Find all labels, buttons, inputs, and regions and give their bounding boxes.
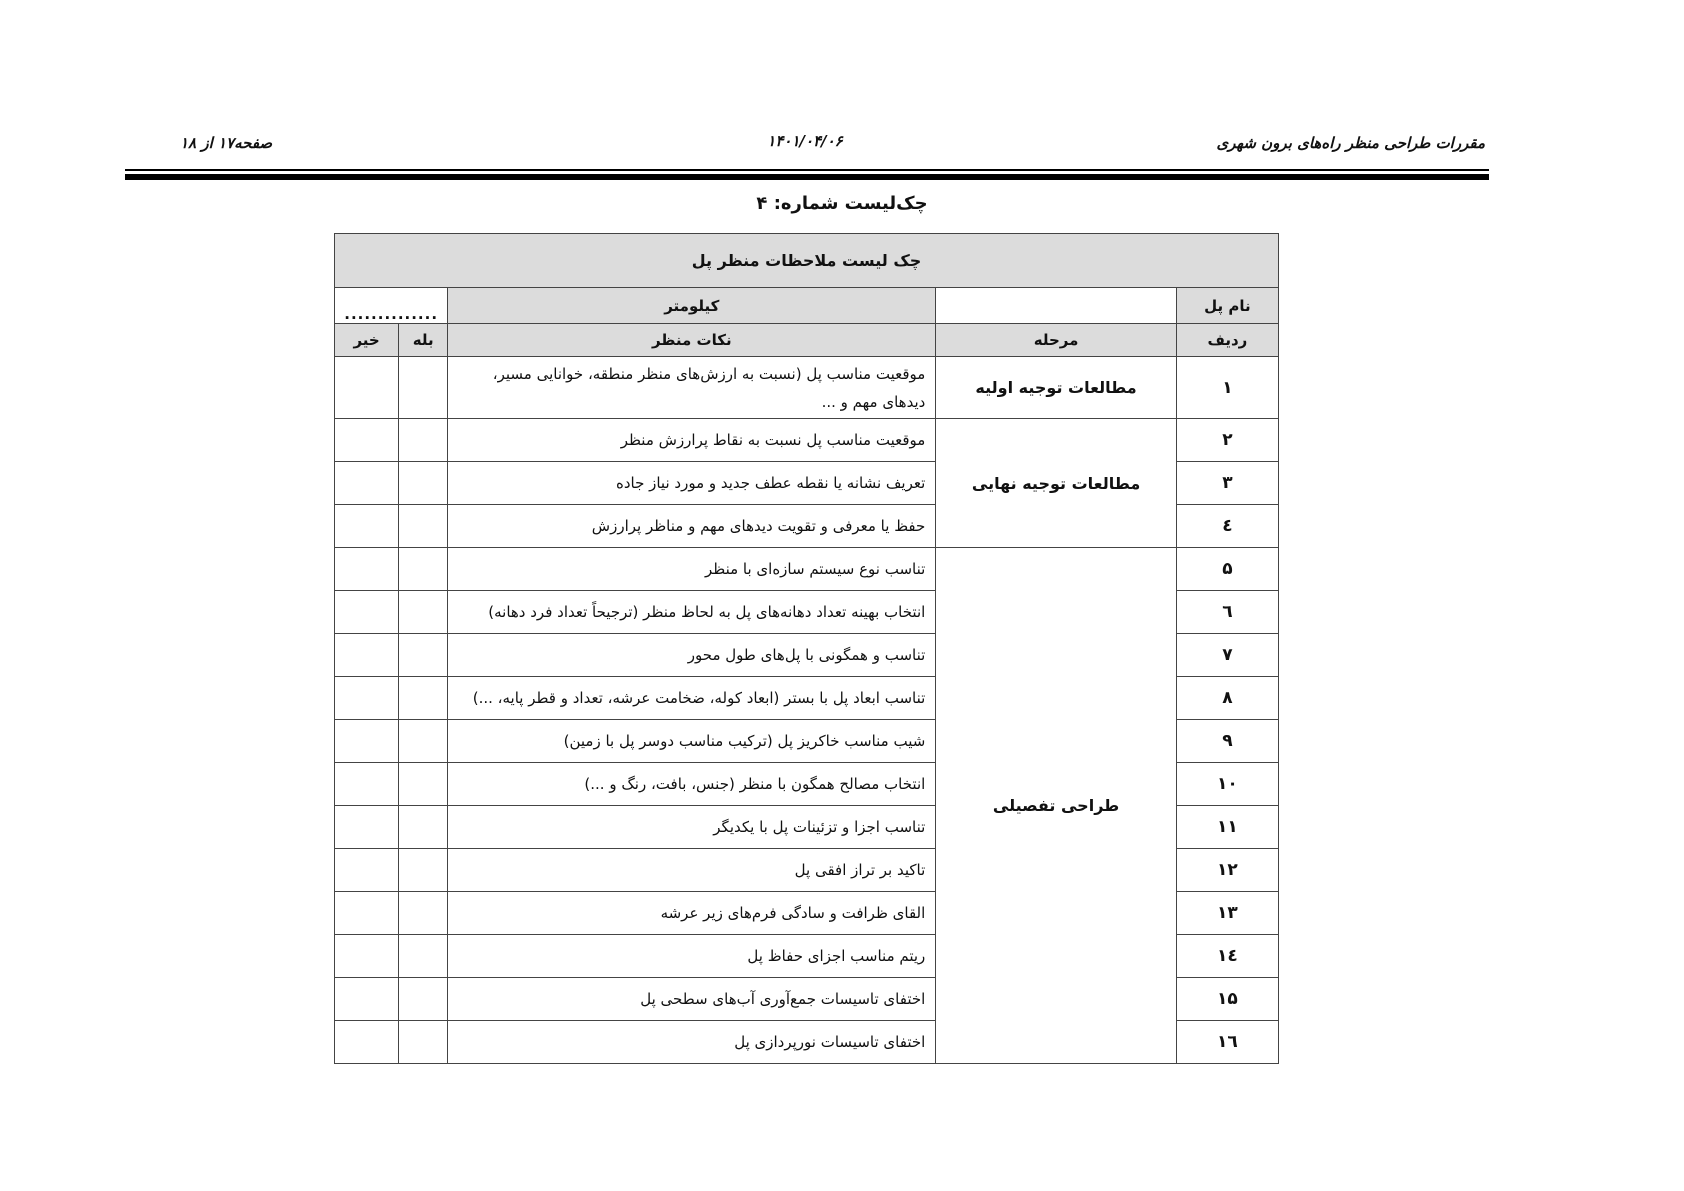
- no-checkbox[interactable]: [335, 763, 399, 806]
- checklist-table: [334, 233, 1279, 1064]
- yes-checkbox[interactable]: [399, 892, 448, 935]
- header-date: ۱۴۰۱/۰۴/۰۶: [767, 132, 843, 150]
- landscape-point: انتخاب مصالح همگون با منظر (جنس، بافت، رنگ و ...): [448, 763, 936, 806]
- row-number: ۵: [1176, 548, 1278, 591]
- no-checkbox[interactable]: [335, 591, 399, 634]
- no-checkbox[interactable]: [335, 548, 399, 591]
- no-checkbox[interactable]: [335, 720, 399, 763]
- row-number: ۸: [1176, 677, 1278, 720]
- landscape-point: تاکید بر تراز افقی پل: [448, 849, 936, 892]
- page-header: [125, 126, 1485, 156]
- no-checkbox[interactable]: [335, 1021, 399, 1064]
- no-checkbox[interactable]: [335, 892, 399, 935]
- row-number: ۷: [1176, 634, 1278, 677]
- checklist-heading: چک‌لیست شماره: ۴: [756, 193, 928, 214]
- yes-checkbox[interactable]: [399, 462, 448, 505]
- no-checkbox[interactable]: [335, 849, 399, 892]
- yes-checkbox[interactable]: [399, 357, 448, 419]
- yes-checkbox[interactable]: [399, 978, 448, 1021]
- stage-final-feasibility: مطالعات توجیه نهایی: [936, 419, 1177, 548]
- row-number: ۱۳: [1176, 892, 1278, 935]
- header-title: مقررات طراحی منظر راه‌های برون شهری: [1216, 134, 1485, 152]
- no-checkbox[interactable]: [335, 978, 399, 1021]
- row-number: ١٦: [1176, 1021, 1278, 1064]
- row-number: ٦: [1176, 591, 1278, 634]
- landscape-point: القای ظرافت و سادگی فرم‌های زیر عرشه: [448, 892, 936, 935]
- yes-checkbox[interactable]: [399, 419, 448, 462]
- yes-checkbox[interactable]: [399, 505, 448, 548]
- bridge-name-field[interactable]: [936, 288, 1177, 324]
- yes-checkbox[interactable]: [399, 1021, 448, 1064]
- yes-checkbox[interactable]: [399, 935, 448, 978]
- row-number: ۱: [1176, 357, 1278, 419]
- col-header-row-number: ردیف: [1176, 324, 1278, 357]
- stage-detailed-design: طراحی تفصیلی: [936, 548, 1177, 1064]
- bridge-name-label: نام پل: [1176, 288, 1278, 324]
- no-checkbox[interactable]: [335, 357, 399, 419]
- col-header-stage: مرحله: [936, 324, 1177, 357]
- no-checkbox[interactable]: [335, 419, 399, 462]
- table-title: چک لیست ملاحظات منظر پل: [335, 234, 1279, 288]
- landscape-point: اختفای تاسیسات جمع‌آوری آب‌های سطحی پل: [448, 978, 936, 1021]
- row-number: ۱۲: [1176, 849, 1278, 892]
- col-header-no: خیر: [335, 324, 399, 357]
- landscape-point: حفظ یا معرفی و تقویت دیدهای مهم و مناظر پرارزش: [448, 505, 936, 548]
- no-checkbox[interactable]: [335, 935, 399, 978]
- col-header-points: نکات منظر: [448, 324, 936, 357]
- no-checkbox[interactable]: [335, 634, 399, 677]
- bridge-info-row: [335, 288, 1279, 324]
- row-number: ٤: [1176, 505, 1278, 548]
- yes-checkbox[interactable]: [399, 634, 448, 677]
- yes-checkbox[interactable]: [399, 849, 448, 892]
- landscape-point: انتخاب بهینه تعداد دهانه‌های پل به لحاظ منظر (ترجیحاً تعداد فرد دهانه): [448, 591, 936, 634]
- row-number: ۹: [1176, 720, 1278, 763]
- table-row: [335, 357, 1279, 419]
- table-row: [335, 548, 1279, 591]
- yes-checkbox[interactable]: [399, 548, 448, 591]
- row-number: ١٤: [1176, 935, 1278, 978]
- yes-checkbox[interactable]: [399, 591, 448, 634]
- yes-checkbox[interactable]: [399, 677, 448, 720]
- landscape-point: تناسب اجزا و تزئینات پل با یکدیگر: [448, 806, 936, 849]
- header-rule-thick: [125, 174, 1489, 180]
- col-header-yes: بله: [399, 324, 448, 357]
- yes-checkbox[interactable]: [399, 806, 448, 849]
- table-title-row: [335, 234, 1279, 288]
- landscape-point: تعریف نشانه یا نقطه عطف جدید و مورد نیاز جاده: [448, 462, 936, 505]
- landscape-point: موقعیت مناسب پل (نسبت به ارزش‌های منظر منطقه، خوانایی مسیر، دیدهای مهم و ...: [448, 357, 936, 419]
- landscape-point: موقعیت مناسب پل نسبت به نقاط پرارزش منظر: [448, 419, 936, 462]
- landscape-point: تناسب ابعاد پل با بستر (ابعاد کوله، ضخامت عرشه، تعداد و قطر پایه، ...): [448, 677, 936, 720]
- yes-checkbox[interactable]: [399, 763, 448, 806]
- kilometer-field[interactable]: ..............: [335, 288, 448, 324]
- row-number: ۲: [1176, 419, 1278, 462]
- header-page-number: صفحه۱۷ از ۱۸: [180, 134, 273, 152]
- no-checkbox[interactable]: [335, 677, 399, 720]
- landscape-point: اختفای تاسیسات نورپردازی پل: [448, 1021, 936, 1064]
- column-header-row: [335, 324, 1279, 357]
- landscape-point: تناسب نوع سیستم سازه‌ای با منظر: [448, 548, 936, 591]
- row-number: ۱۰: [1176, 763, 1278, 806]
- row-number: ۱۵: [1176, 978, 1278, 1021]
- no-checkbox[interactable]: [335, 505, 399, 548]
- kilometer-label: کیلومتر: [448, 288, 936, 324]
- row-number: ۱۱: [1176, 806, 1278, 849]
- table-row: [335, 419, 1279, 462]
- landscape-point: تناسب و همگونی با پل‌های طول محور: [448, 634, 936, 677]
- no-checkbox[interactable]: [335, 462, 399, 505]
- header-rule-thin: [125, 169, 1489, 171]
- stage-initial-feasibility: مطالعات توجیه اولیه: [936, 357, 1177, 419]
- no-checkbox[interactable]: [335, 806, 399, 849]
- landscape-point: ریتم مناسب اجزای حفاظ پل: [448, 935, 936, 978]
- landscape-point: شیب مناسب خاکریز پل (ترکیب مناسب دوسر پل با زمین): [448, 720, 936, 763]
- yes-checkbox[interactable]: [399, 720, 448, 763]
- row-number: ۳: [1176, 462, 1278, 505]
